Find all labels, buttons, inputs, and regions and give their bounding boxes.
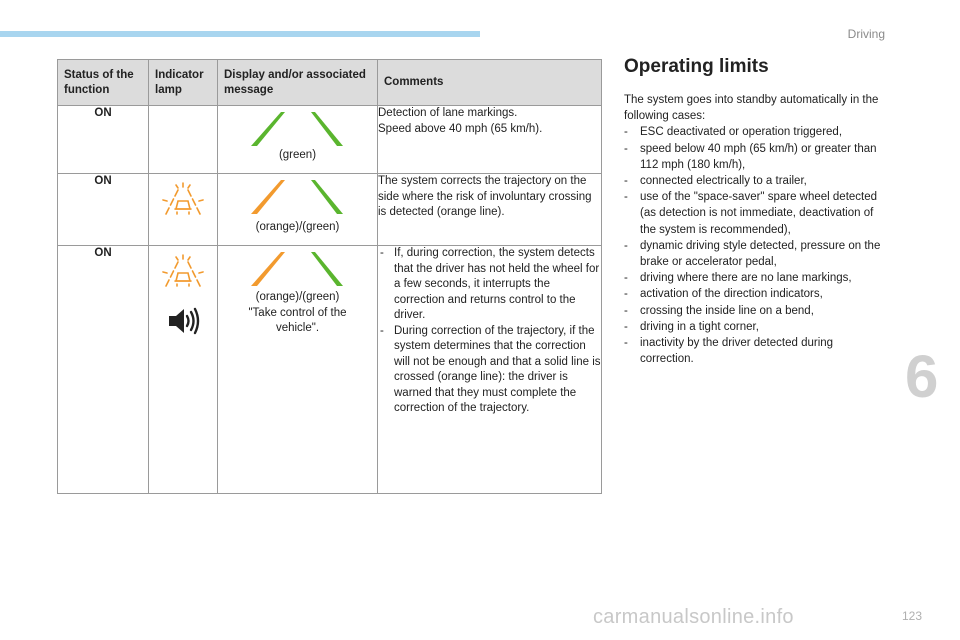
comment-cell [378, 246, 602, 494]
comment-cell: The system corrects the trajectory on the side where the risk of involuntary crossing is detected (orange line). [378, 174, 602, 246]
list-item: - driving in a tight corner, [624, 319, 884, 335]
section-heading: Operating limits [624, 56, 769, 77]
column-header-comments: Comments [378, 60, 602, 106]
column-header-display: Display and/or associated message [218, 60, 378, 106]
intro-text: The system goes into standby automatically in the following cases: [624, 94, 879, 123]
lane-assist-orange-icon [160, 252, 206, 292]
comment-item: - During correction of the trajectory, if the system determines that the correction will not be enough and that a solid line is crossed (orange line): the driver is warned that they must complete the correction of the trajectory. [378, 324, 601, 417]
status-cell: ON [58, 106, 149, 174]
display-caption: (orange)/(green) [255, 291, 340, 303]
watermark: carmanualsonline.info [593, 606, 794, 628]
table-row [58, 246, 602, 494]
column-header-status: Status of the function [58, 60, 149, 106]
lane-assist-orange-icon [160, 180, 206, 220]
lamp-cell [149, 174, 218, 246]
display-caption: (orange)/(green) [255, 221, 340, 233]
table-row [58, 106, 602, 174]
section-title: Driving [847, 27, 885, 41]
list-item: - inactivity by the driver detected during correction. [624, 335, 884, 367]
list-item: - activation of the direction indicators, [624, 286, 884, 302]
chapter-number: 6 [905, 343, 939, 410]
lane-lines-orange-green-icon [243, 178, 353, 216]
display-caption: (green) [278, 149, 317, 161]
display-cell [218, 246, 378, 494]
list-item: - use of the "space-saver" spare wheel detected (as detection is not immediate, deactivation of the system is recommended), [624, 189, 884, 238]
comment-cell [378, 106, 602, 174]
table-row [58, 174, 602, 246]
display-cell [218, 106, 378, 174]
comment-line: Speed above 40 mph (65 km/h). [378, 122, 543, 135]
comment-line: Detection of lane markings. [378, 107, 518, 119]
display-cell [218, 174, 378, 246]
list-item: - crossing the inside line on a bend, [624, 303, 884, 319]
header-accent-bar [0, 31, 480, 37]
list-item: - dynamic driving style detected, pressure on the brake or accelerator pedal, [624, 238, 884, 270]
list-item: - ESC deactivated or operation triggered, [624, 124, 884, 140]
list-item: - driving where there are no lane markings, [624, 270, 884, 286]
status-cell: ON [58, 246, 149, 494]
list-item: - connected electrically to a trailer, [624, 173, 884, 189]
operating-limits-section [624, 56, 884, 367]
lane-lines-orange-green-icon [243, 250, 353, 288]
lane-lines-green-green-icon [243, 110, 353, 148]
lamp-cell [149, 106, 218, 174]
comment-item: - If, during correction, the system detects that the driver has not held the wheel for a few seconds, it interrupts the correction and returns control to the driver. [378, 246, 601, 324]
speaker-sound-icon [166, 306, 200, 336]
status-cell: ON [58, 174, 149, 246]
column-header-lamp: Indicator lamp [149, 60, 218, 106]
list-item: - speed below 40 mph (65 km/h) or greater than 112 mph (180 km/h), [624, 141, 884, 173]
display-message: "Take control of the vehicle". [248, 306, 347, 334]
limits-list [624, 124, 884, 367]
table-header-row [58, 60, 602, 106]
lamp-cell [149, 246, 218, 494]
status-table [57, 59, 602, 494]
page-number: 123 [901, 609, 922, 623]
